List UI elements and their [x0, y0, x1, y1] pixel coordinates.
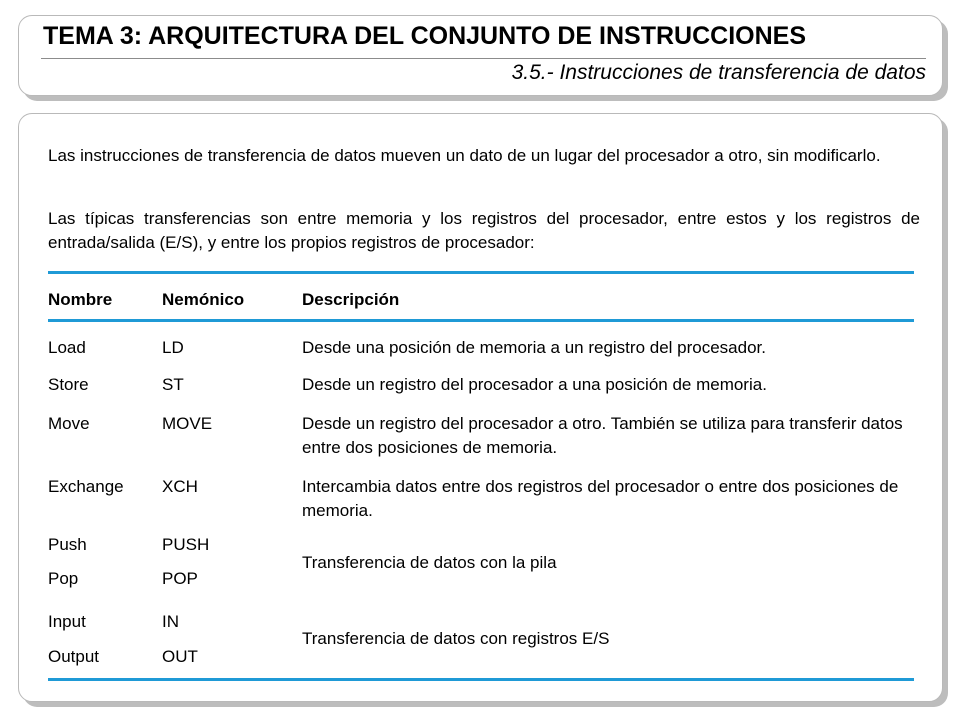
row-move-name: Move [48, 414, 90, 433]
header-nemonico: Nemónico [162, 290, 245, 309]
stack-group-description: Transferencia de datos con la pila [302, 553, 557, 572]
header-nombre: Nombre [48, 290, 113, 309]
io-group-description: Transferencia de datos con registros E/S [302, 629, 610, 648]
row-pop-name: Pop [48, 569, 79, 588]
row-move-description: Desde un registro del procesador a otro. También se utiliza para transferir datos entre dos posiciones de memoria. [302, 414, 903, 457]
row-store-mnemonic: ST [162, 375, 184, 394]
row-exchange-name: Exchange [48, 477, 124, 496]
row-push-mnemonic: PUSH [162, 535, 210, 554]
row-input-mnemonic: IN [162, 612, 179, 631]
row-exchange-description: Intercambia datos entre dos registros del procesador o entre dos posiciones de memoria. [302, 477, 899, 520]
row-move-mnemonic: MOVE [162, 414, 213, 433]
header-descripcion: Descripción [302, 290, 400, 309]
header-panel [18, 15, 943, 96]
intro-paragraph: Las instrucciones de transferencia de datos mueven un dato de un lugar del procesador a otro, sin modificarlo. [48, 146, 881, 165]
row-output-mnemonic: OUT [162, 647, 198, 666]
row-store-name: Store [48, 375, 89, 394]
row-output-name: Output [48, 647, 100, 666]
row-push-name: Push [48, 535, 87, 554]
row-load-description: Desde una posición de memoria a un registro del procesador. [302, 338, 766, 357]
row-load-mnemonic: LD [162, 338, 184, 357]
content-panel [18, 113, 943, 702]
table-header-rule [48, 319, 914, 322]
transfer-paragraph: Las típicas transferencias son entre memoria y los registros del procesador, entre estos y los registros de entrada/salida (E/S), y entre los propios registros de procesador: [48, 209, 920, 252]
page-subtitle: 3.5.- Instrucciones de transferencia de datos [511, 61, 926, 84]
table-top-rule [48, 271, 914, 274]
page-title: TEMA 3: ARQUITECTURA DEL CONJUNTO DE INSTRUCCIONES [43, 22, 807, 50]
title-divider [41, 58, 926, 59]
row-exchange-mnemonic: XCH [162, 477, 198, 496]
row-store-description: Desde un registro del procesador a una posición de memoria. [302, 375, 767, 394]
row-input-name: Input [48, 612, 86, 631]
table-bottom-rule [48, 678, 914, 681]
row-load-name: Load [48, 338, 86, 357]
row-pop-mnemonic: POP [162, 569, 198, 588]
